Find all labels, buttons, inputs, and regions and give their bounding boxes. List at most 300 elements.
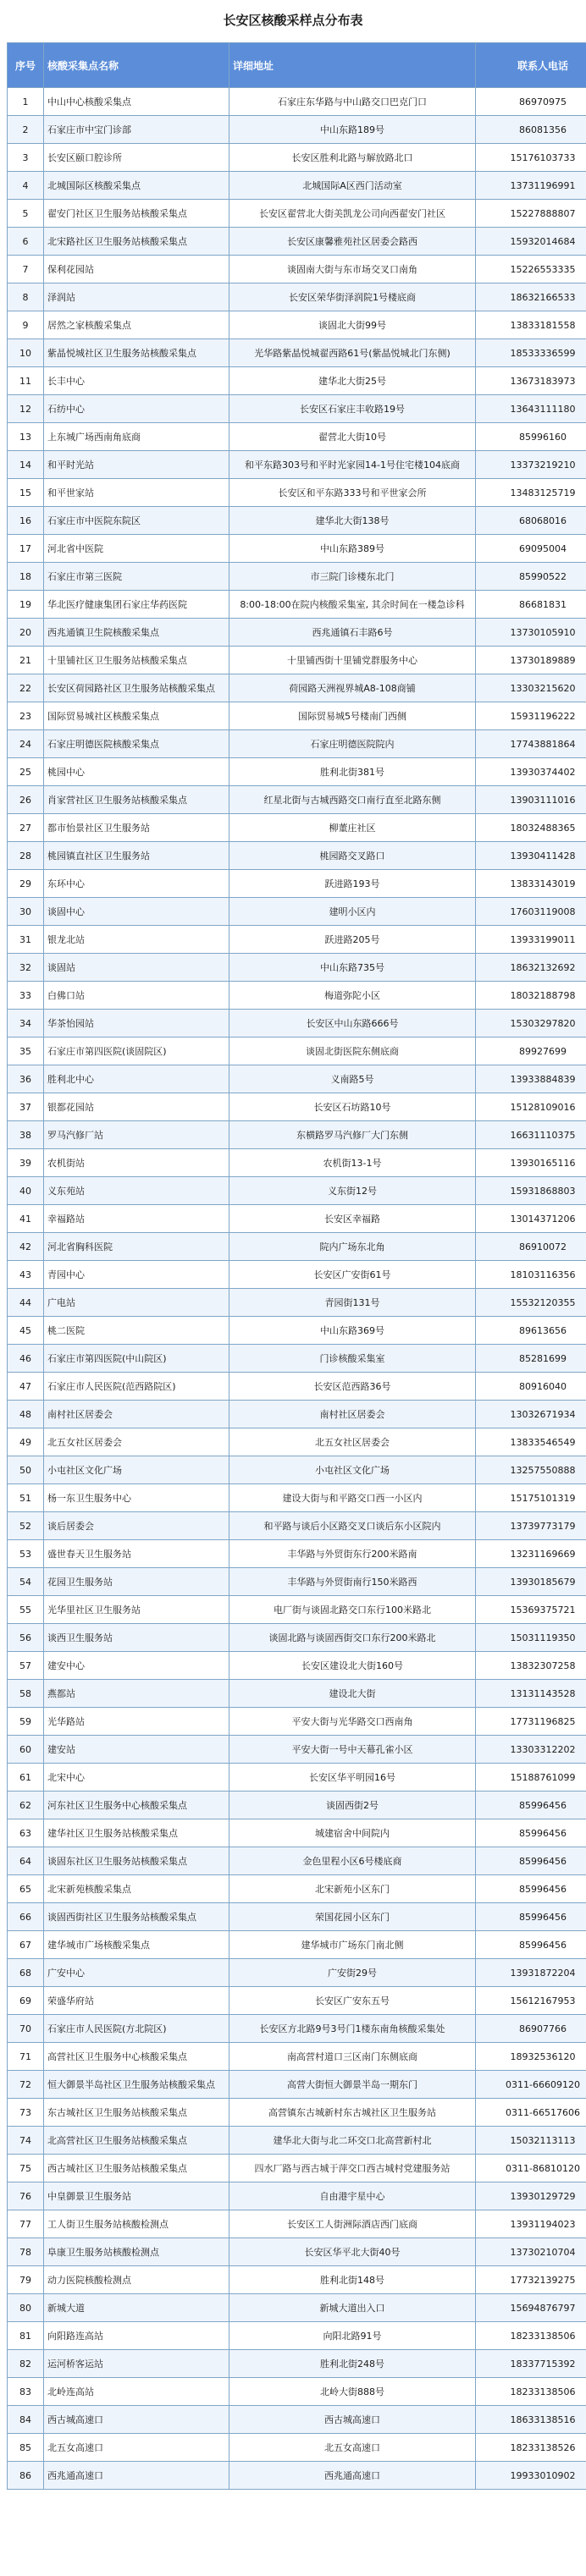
site-name: 青园中心 [44,1261,229,1289]
site-address: 长安区方北路9号3号门1楼东南角核酸采集处 [229,2015,476,2043]
row-index: 45 [8,1317,44,1345]
table-row [8,395,586,423]
table-row [8,1764,586,1792]
table-row [8,1233,586,1261]
site-address: 长安区幸福路 [229,1205,476,1233]
site-name: 新城大道 [44,2294,229,2322]
row-index: 53 [8,1540,44,1568]
row-index: 64 [8,1847,44,1875]
site-address: 中山东路189号 [229,116,476,144]
contact-phone: 15128109016 [476,1093,586,1121]
site-address: 长安区胜利北路与解放路北口 [229,144,476,172]
contact-phone: 15694876797 [476,2294,586,2322]
row-index: 37 [8,1093,44,1121]
site-address: 长安区康馨雅苑社区居委会路西 [229,228,476,256]
table-row [8,2406,586,2434]
row-index: 44 [8,1289,44,1317]
table-row [8,2155,586,2182]
table-row [8,619,586,647]
contact-phone: 15226553335 [476,256,586,283]
site-name: 保利花园站 [44,256,229,283]
row-index: 51 [8,1484,44,1512]
site-address: 谈固北街医院东侧底商 [229,1038,476,1065]
site-address: 柳董庄社区 [229,814,476,842]
contact-phone: 13739773179 [476,1512,586,1540]
row-index: 65 [8,1875,44,1903]
table-row [8,339,586,367]
site-address: 建明小区内 [229,898,476,926]
contact-phone: 86081356 [476,116,586,144]
contact-phone: 16631110375 [476,1121,586,1149]
table-row [8,200,586,228]
site-address: 谈固北路与谈固西街交口东行200米路北 [229,1624,476,1652]
row-index: 11 [8,367,44,395]
site-address: 长安区中山东路666号 [229,1010,476,1038]
site-address: 四水厂路与西古城于萍交口西古城村党建服务站 [229,2155,476,2182]
row-index: 40 [8,1177,44,1205]
table-body [8,88,586,2490]
row-index: 5 [8,200,44,228]
site-address: 谈固西街2号 [229,1792,476,1819]
site-name: 华北医疗健康集团石家庄华药医院 [44,591,229,619]
site-address: 小屯社区文化广场 [229,1456,476,1484]
site-name: 杨一东卫生服务中心 [44,1484,229,1512]
contact-phone: 15031119350 [476,1624,586,1652]
table-row [8,1205,586,1233]
table-row [8,702,586,730]
row-index: 86 [8,2462,44,2490]
site-address: 石家庄明德医院院内 [229,730,476,758]
site-name: 和平世家站 [44,479,229,507]
site-address: 翟营北大街10号 [229,423,476,451]
contact-phone: 89613656 [476,1317,586,1345]
row-index: 74 [8,2127,44,2155]
row-index: 31 [8,926,44,954]
site-name: 北高营社区卫生服务站核酸采集点 [44,2127,229,2155]
table-row [8,2266,586,2294]
site-name: 石家庄市中医院东院区 [44,507,229,535]
site-name: 白佛口站 [44,982,229,1010]
site-name: 罗马汽修厂站 [44,1121,229,1149]
contact-phone: 0311-66609120 [476,2071,586,2099]
site-address: 长安区华平北大街40号 [229,2238,476,2266]
contact-phone: 18032188798 [476,982,586,1010]
contact-phone: 13643111180 [476,395,586,423]
site-name: 荣盛华府站 [44,1987,229,2015]
site-name: 盛世春天卫生服务站 [44,1540,229,1568]
table-row [8,2099,586,2127]
contact-phone: 85281699 [476,1345,586,1373]
site-address: 南高营村道口三区南门东侧底商 [229,2043,476,2071]
contact-phone: 13833546549 [476,1428,586,1456]
row-index: 71 [8,2043,44,2071]
site-address: 丰华路与外贸街南行150米路西 [229,1568,476,1596]
row-index: 24 [8,730,44,758]
row-index: 12 [8,395,44,423]
site-name: 河北省中医院 [44,535,229,563]
row-index: 66 [8,1903,44,1931]
table-row [8,1987,586,2015]
site-address: 西兆通镇石丰路6号 [229,619,476,647]
table-row [8,982,586,1010]
row-index: 57 [8,1652,44,1680]
table-row [8,116,586,144]
row-index: 21 [8,647,44,674]
site-name: 石家庄市人民医院(范西路院区) [44,1373,229,1401]
site-name: 石纺中心 [44,395,229,423]
row-index: 16 [8,507,44,535]
table-row [8,1317,586,1345]
table-row [8,1261,586,1289]
table-row [8,172,586,200]
site-name: 长安区颐口腔诊所 [44,144,229,172]
site-address: 高营镇东古城新村东古城社区卫生服务站 [229,2099,476,2127]
site-name: 建安站 [44,1736,229,1764]
table-row [8,367,586,395]
site-name: 幸福路站 [44,1205,229,1233]
row-index: 28 [8,842,44,870]
header-phone: 联系人电话 [476,43,586,88]
site-address: 建华北大街138号 [229,507,476,535]
table-row [8,2294,586,2322]
contact-phone: 13930185679 [476,1568,586,1596]
site-address: 8:00-18:00在院内核酸采集室, 其余时间在一楼急诊科 [229,591,476,619]
table-row [8,1680,586,1708]
site-name: 西兆通镇卫生院核酸采集点 [44,619,229,647]
contact-phone: 15369375721 [476,1596,586,1624]
site-name: 华茶怡园站 [44,1010,229,1038]
site-address: 丰华路与外贸街东行200米路南 [229,1540,476,1568]
table-row [8,563,586,591]
site-address: 义东街12号 [229,1177,476,1205]
row-index: 33 [8,982,44,1010]
site-address: 梅道弥陀小区 [229,982,476,1010]
site-name: 桃二医院 [44,1317,229,1345]
table-row [8,2043,586,2071]
row-index: 9 [8,311,44,339]
row-index: 48 [8,1401,44,1428]
site-name: 谈西卫生服务站 [44,1624,229,1652]
site-address: 向阳北路91号 [229,2322,476,2350]
site-name: 长丰中心 [44,367,229,395]
table-row [8,2015,586,2043]
row-index: 70 [8,2015,44,2043]
row-index: 38 [8,1121,44,1149]
table-row [8,1736,586,1764]
table-row [8,1065,586,1093]
row-index: 25 [8,758,44,786]
site-address: 国际贸易城5号楼南门西侧 [229,702,476,730]
site-address: 新城大道出入口 [229,2294,476,2322]
site-name: 建华社区卫生服务站核酸采集点 [44,1819,229,1847]
contact-phone: 18233138506 [476,2378,586,2406]
table-row [8,1624,586,1652]
site-name: 河东社区卫生服务中心核酸采集点 [44,1792,229,1819]
table-row [8,898,586,926]
contact-phone: 17731196825 [476,1708,586,1736]
table-row [8,954,586,982]
contact-phone: 13673183973 [476,367,586,395]
row-index: 22 [8,674,44,702]
row-index: 73 [8,2099,44,2127]
site-name: 光华里社区卫生服务站 [44,1596,229,1624]
site-address: 长安区翟营北大街美凯龙公司向西翟安门社区 [229,200,476,228]
site-address: 胜利北街248号 [229,2350,476,2378]
table-row [8,842,586,870]
row-index: 10 [8,339,44,367]
site-name: 谈固中心 [44,898,229,926]
site-name: 谈后居委会 [44,1512,229,1540]
site-address: 平安大街一号中天幕孔雀小区 [229,1736,476,1764]
site-name: 西古城社区卫生服务站核酸采集点 [44,2155,229,2182]
row-index: 34 [8,1010,44,1038]
contact-phone: 19933010902 [476,2462,586,2490]
site-address: 金色里程小区6号楼底商 [229,1847,476,1875]
table-row [8,1484,586,1512]
row-index: 85 [8,2434,44,2462]
site-address: 建华城市广场东门南北侧 [229,1931,476,1959]
contact-phone: 13231169669 [476,1540,586,1568]
site-name: 桃园镇直社区卫生服务站 [44,842,229,870]
site-address: 长安区广安东五号 [229,1987,476,2015]
contact-phone: 13303312202 [476,1736,586,1764]
row-index: 78 [8,2238,44,2266]
row-index: 15 [8,479,44,507]
contact-phone: 15176103733 [476,144,586,172]
contact-phone: 80916040 [476,1373,586,1401]
table-row [8,2378,586,2406]
site-name: 西兆通高速口 [44,2462,229,2490]
table-row [8,2322,586,2350]
site-name: 银都花园站 [44,1093,229,1121]
row-index: 6 [8,228,44,256]
site-name: 阜康卫生服务站核酸检测点 [44,2238,229,2266]
table-row [8,311,586,339]
contact-phone: 85996160 [476,423,586,451]
contact-phone: 13833181558 [476,311,586,339]
table-row [8,591,586,619]
table-row [8,1959,586,1987]
site-address: 北岭大街888号 [229,2378,476,2406]
contact-phone: 13832307258 [476,1652,586,1680]
contact-phone: 15303297820 [476,1010,586,1038]
contact-phone: 17743881864 [476,730,586,758]
row-index: 32 [8,954,44,982]
contact-phone: 15188761099 [476,1764,586,1792]
table-row [8,1428,586,1456]
contact-phone: 13014371206 [476,1205,586,1233]
row-index: 62 [8,1792,44,1819]
site-address: 光华路紫晶悦城翟西路61号(紫晶悦城北门东侧) [229,339,476,367]
site-address: 石家庄东华路与中山路交口巴克门口 [229,88,476,116]
site-name: 谈固站 [44,954,229,982]
site-name: 谈固东社区卫生服务站核酸采集点 [44,1847,229,1875]
site-address: 跃进路205号 [229,926,476,954]
site-address: 平安大街与光华路交口西南角 [229,1708,476,1736]
site-name: 桃园中心 [44,758,229,786]
contact-phone: 13930411428 [476,842,586,870]
contact-phone: 85990522 [476,563,586,591]
table-row [8,228,586,256]
site-name: 中皇御景卫生服务站 [44,2182,229,2210]
site-name: 东古城社区卫生服务站核酸采集点 [44,2099,229,2127]
site-address: 电厂街与谈固北路交口东行100米路北 [229,1596,476,1624]
header-row [8,43,586,88]
site-name: 东环中心 [44,870,229,898]
site-name: 上东城广场西南角底商 [44,423,229,451]
contact-phone: 15532120355 [476,1289,586,1317]
table-row [8,1708,586,1736]
table-row [8,870,586,898]
contact-phone: 18633138516 [476,2406,586,2434]
contact-phone: 13930165116 [476,1149,586,1177]
document-title: 长安区核酸采样点分布表 [0,3,586,37]
site-address: 红星北街与古城西路交口南行直至北路东侧 [229,786,476,814]
site-address: 和平路与谈后小区路交叉口谈后东小区院内 [229,1512,476,1540]
site-address: 谈固北大街99号 [229,311,476,339]
site-name: 工人街卫生服务站核酸检测点 [44,2210,229,2238]
row-index: 68 [8,1959,44,1987]
site-address: 长安区工人街洲际酒店西门底商 [229,2210,476,2238]
site-address: 西兆通高速口 [229,2462,476,2490]
row-index: 52 [8,1512,44,1540]
contact-phone: 15032113113 [476,2127,586,2155]
site-name: 恒大御景半岛社区卫生服务站核酸采集点 [44,2071,229,2099]
contact-phone: 13931194023 [476,2210,586,2238]
table-row [8,144,586,172]
row-index: 19 [8,591,44,619]
header-index: 序号 [8,43,44,88]
table-row [8,1792,586,1819]
table-row [8,423,586,451]
site-name: 银龙北站 [44,926,229,954]
contact-phone: 15612167953 [476,1987,586,2015]
site-address: 院内广场东北角 [229,1233,476,1261]
contact-phone: 13730189889 [476,647,586,674]
row-index: 55 [8,1596,44,1624]
row-index: 54 [8,1568,44,1596]
contact-phone: 18533336599 [476,339,586,367]
table-row [8,2127,586,2155]
site-address: 青园街131号 [229,1289,476,1317]
site-name: 光华路站 [44,1708,229,1736]
row-index: 76 [8,2182,44,2210]
contact-phone: 13032671934 [476,1401,586,1428]
table-row [8,283,586,311]
site-name: 石家庄市中宝门诊部 [44,116,229,144]
table-row [8,814,586,842]
contact-phone: 15175101319 [476,1484,586,1512]
site-address: 中山东路735号 [229,954,476,982]
contact-phone: 86970975 [476,88,586,116]
row-index: 43 [8,1261,44,1289]
site-address: 市三院门诊楼东北门 [229,563,476,591]
row-index: 30 [8,898,44,926]
table-header [8,43,586,88]
row-index: 1 [8,88,44,116]
row-index: 41 [8,1205,44,1233]
row-index: 17 [8,535,44,563]
contact-phone: 13933884839 [476,1065,586,1093]
contact-phone: 18233138526 [476,2434,586,2462]
table-row [8,1847,586,1875]
table-row [8,1652,586,1680]
site-name: 石家庄市第四医院(中山院区) [44,1345,229,1373]
contact-phone: 85996456 [476,1819,586,1847]
table-row [8,730,586,758]
site-name: 运河桥客运站 [44,2350,229,2378]
site-name: 北五女社区居委会 [44,1428,229,1456]
table-row [8,1819,586,1847]
row-index: 2 [8,116,44,144]
table-row [8,2350,586,2378]
row-index: 18 [8,563,44,591]
table-row [8,647,586,674]
site-address: 长安区建设北大街160号 [229,1652,476,1680]
contact-phone: 18337715392 [476,2350,586,2378]
row-index: 75 [8,2155,44,2182]
table-row [8,1093,586,1121]
table-row [8,1345,586,1373]
contact-phone: 18632132692 [476,954,586,982]
site-name: 泽润站 [44,283,229,311]
site-address: 长安区广安街61号 [229,1261,476,1289]
site-name: 建华城市广场核酸采集点 [44,1931,229,1959]
site-address: 北宋新苑小区东门 [229,1875,476,1903]
site-name: 石家庄市人民医院(方北院区) [44,2015,229,2043]
site-name: 北城国际区核酸采集点 [44,172,229,200]
contact-phone: 68068016 [476,507,586,535]
site-name: 北宋路社区卫生服务站核酸采集点 [44,228,229,256]
row-index: 80 [8,2294,44,2322]
table-row [8,1121,586,1149]
site-name: 都市怡景社区卫生服务站 [44,814,229,842]
site-name: 南村社区居委会 [44,1401,229,1428]
contact-phone: 86910072 [476,1233,586,1261]
site-address: 北城国际A区西门活动室 [229,172,476,200]
table-row [8,451,586,479]
row-index: 26 [8,786,44,814]
table-row [8,1177,586,1205]
site-address: 自由港宇星中心 [229,2182,476,2210]
site-address: 长安区石坊路10号 [229,1093,476,1121]
contact-phone: 15932014684 [476,228,586,256]
contact-phone: 89927699 [476,1038,586,1065]
contact-phone: 85996456 [476,1931,586,1959]
site-address: 胜利北街148号 [229,2266,476,2294]
table-row [8,674,586,702]
table-row [8,88,586,116]
site-name: 高营社区卫生服务中心核酸采集点 [44,2043,229,2071]
contact-phone: 13730105910 [476,619,586,647]
table-row [8,2071,586,2099]
site-name: 广电站 [44,1289,229,1317]
row-index: 23 [8,702,44,730]
row-index: 58 [8,1680,44,1708]
site-name: 国际贸易城社区核酸采集点 [44,702,229,730]
site-name: 花园卫生服务站 [44,1568,229,1596]
contact-phone: 13483125719 [476,479,586,507]
contact-phone: 15931196222 [476,702,586,730]
site-address: 东横路罗马汽修厂大门东侧 [229,1121,476,1149]
table-row [8,1568,586,1596]
contact-phone: 15931868803 [476,1177,586,1205]
row-index: 27 [8,814,44,842]
site-address: 桃园路交叉路口 [229,842,476,870]
contact-phone: 13933199011 [476,926,586,954]
row-index: 84 [8,2406,44,2434]
row-index: 13 [8,423,44,451]
